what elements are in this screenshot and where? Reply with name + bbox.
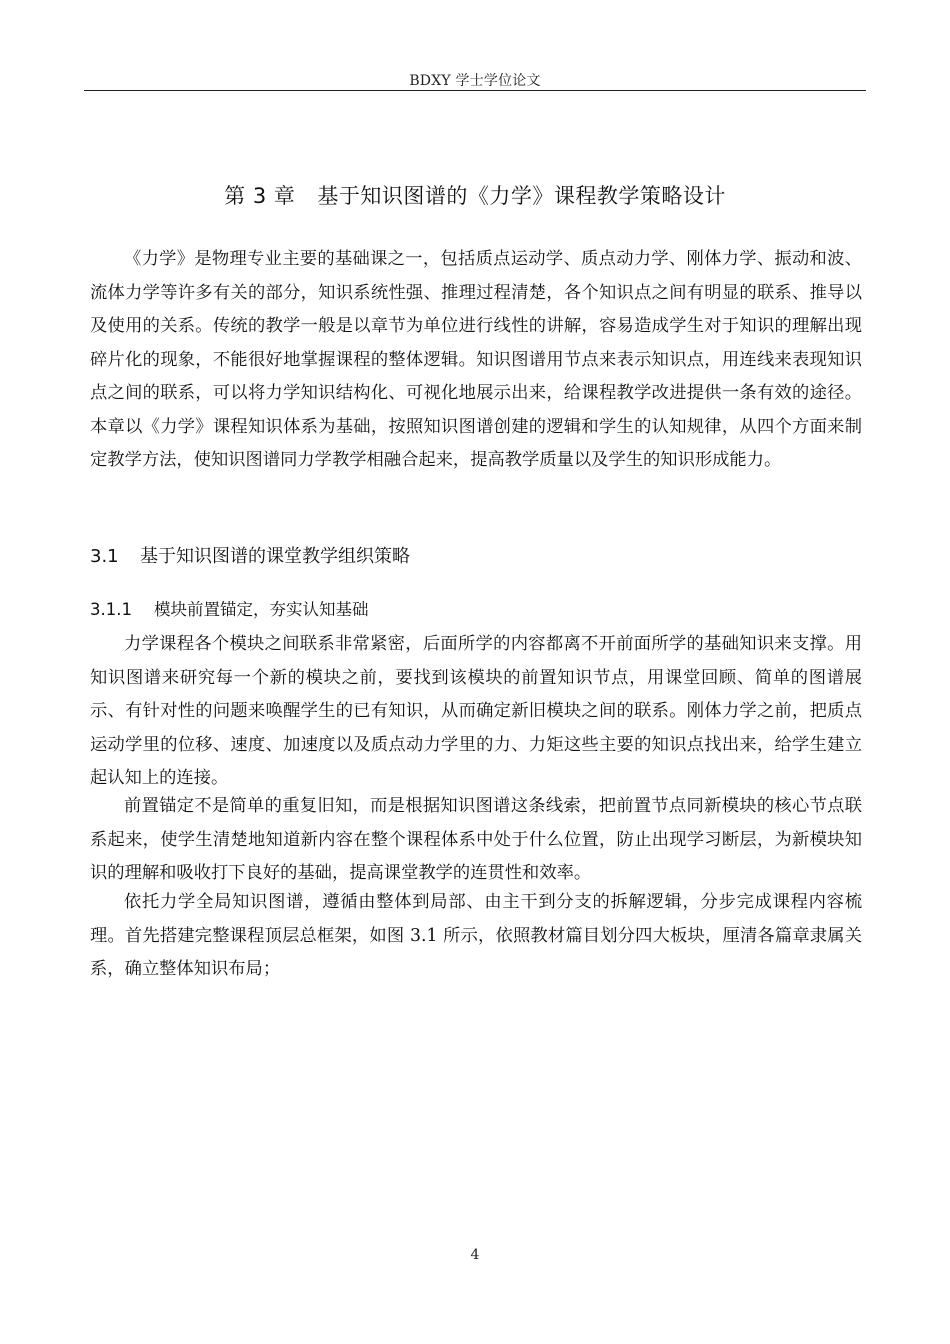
subsection-number: 3.1.1 bbox=[90, 600, 132, 619]
running-header: BDXY 学士学位论文 bbox=[409, 73, 541, 89]
subsection-title: 模块前置锚定，夯实认知基础 bbox=[154, 600, 369, 619]
section-heading bbox=[90, 542, 862, 568]
body-paragraph-3: 依托力学全局知识图谱，遵循由整体到局部、由主干到分支的拆解逻辑，分步完成课程内容梳理。首先搭建完整课程顶层总框架，如图 3.1 所示，依照教材篇目划分四大板块，厘清各篇章隶属关系，确立整体知识布局； bbox=[90, 892, 862, 979]
page-number: 4 bbox=[470, 1247, 480, 1263]
subsection-heading bbox=[90, 596, 862, 620]
intro-paragraph: 《力学》是物理专业主要的基础课之一，包括质点运动学、质点动力学、刚体力学、振动和波、流体力学等许多有关的部分，知识系统性强、推理过程清楚，各个知识点之间有明显的联系、推导以及使用的关系。传统的教学一般是以章节为单位进行线性的讲解，容易造成学生对于知识的理解出现碎片化的现象，不能很好地掌握课程的整体逻辑。知识图谱用节点来表示知识点，用连线来表现知识点之间的联系，可以将力学知识结构化、可视化地展示出来，给课程教学改进提供一条有效的途径。本章以《力学》课程知识体系为基础，按照知识图谱创建的逻辑和学生的认知规律，从四个方面来制定教学方法，使知识图谱同力学教学相融合起来，提高教学质量以及学生的知识形成能力。 bbox=[90, 249, 862, 470]
chapter-title bbox=[84, 180, 866, 210]
header-rule bbox=[84, 90, 866, 91]
chapter-number: 第 3 章 bbox=[224, 184, 296, 208]
chapter-title-text: 基于知识图谱的《力学》课程教学策略设计 bbox=[317, 184, 726, 208]
section-title: 基于知识图谱的课堂教学组织策略 bbox=[140, 546, 410, 567]
body-paragraph-1: 力学课程各个模块之间联系非常紧密，后面所学的内容都离不开前面所学的基础知识来支撑。用知识图谱来研究每一个新的模块之前，要找到该模块的前置知识节点，用课堂回顾、简单的图谱展示、有针对性的问题来唤醒学生的已有知识，从而确定新旧模块之间的联系。刚体力学之前，把质点运动学里的位移、速度、加速度以及质点动力学里的力、力矩这些主要的知识点找出来，给学生建立起认知上的连接。 bbox=[90, 634, 862, 788]
section-number: 3.1 bbox=[90, 546, 119, 567]
body-paragraph-2: 前置锚定不是简单的重复旧知，而是根据知识图谱这条线索，把前置节点同新模块的核心节点联系起来，使学生清楚地知道新内容在整个课程体系中处于什么位置，防止出现学习断层，为新模块知识的理解和吸收打下良好的基础，提高课堂教学的连贯性和效率。 bbox=[90, 796, 862, 883]
